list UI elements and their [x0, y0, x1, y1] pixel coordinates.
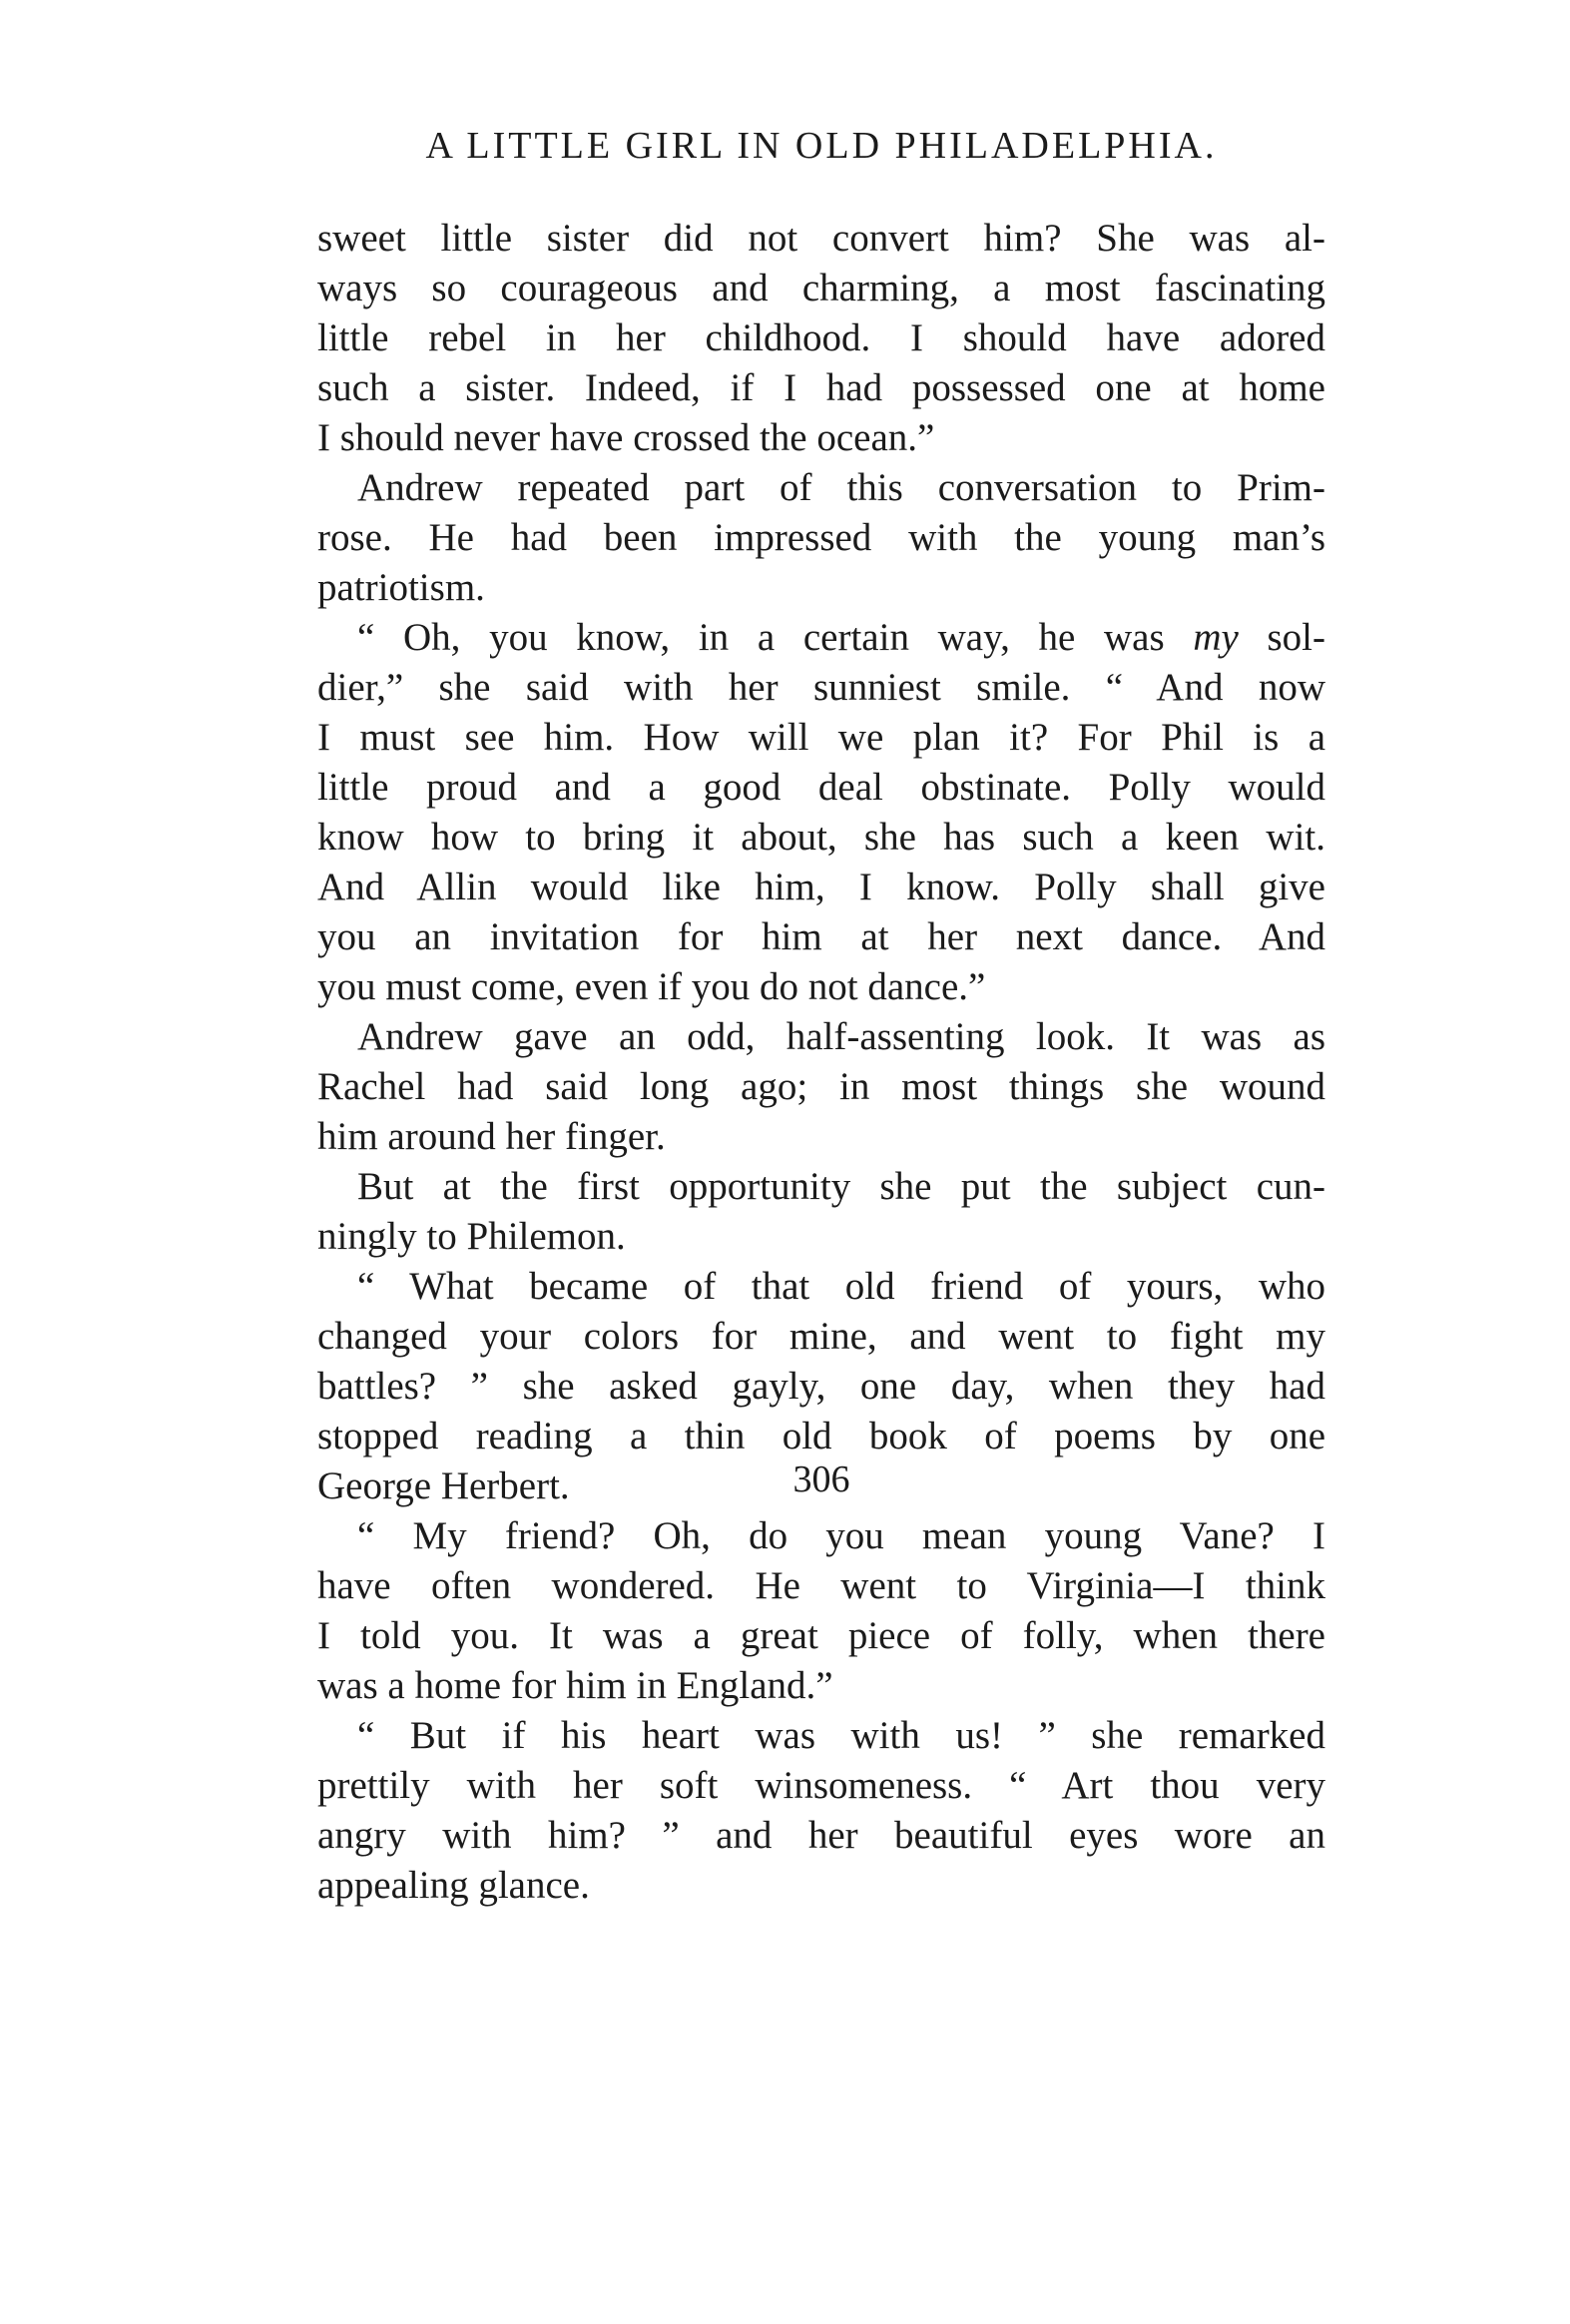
- text-line: “ My friend? Oh, do you mean young Vane? I: [357, 1514, 1325, 1557]
- text-line: such a sister. Indeed, if I had possessed one at home: [317, 366, 1325, 409]
- text-line: I told you. It was a great piece of folly, when there: [317, 1614, 1325, 1657]
- text-line: “ What became of that old friend of yours, who: [357, 1265, 1325, 1308]
- text-segment: “ Oh, you know, in a certain way, he was: [357, 616, 1194, 659]
- text-line: battles? ” she asked gayly, one day, when they had: [317, 1365, 1325, 1408]
- text-line: angry with him? ” and her beautiful eyes wore an: [317, 1814, 1325, 1857]
- text-line: ways so courageous and charming, a most fascinating: [317, 267, 1325, 309]
- text-line: I must see him. How will we plan it? For Phil is a: [317, 716, 1325, 759]
- text-segment: sol-: [1238, 616, 1325, 659]
- emphasized-word: my: [1193, 616, 1239, 659]
- text-line: have often wondered. He went to Virginia—I think: [317, 1564, 1325, 1607]
- text-line: ningly to Philemon.: [317, 1215, 626, 1258]
- text-line: sweet little sister did not convert him? She was al-: [317, 217, 1325, 260]
- text-line: [317, 613, 1325, 663]
- text-line: him around her finger.: [317, 1115, 666, 1158]
- body-text: [317, 214, 1325, 1911]
- text-line: George Herbert.: [317, 1464, 570, 1507]
- text-line: you an invitation for him at her next dance. And: [317, 915, 1325, 958]
- text-line: rose. He had been impressed with the young man’s: [317, 516, 1325, 559]
- text-line: But at the first opportunity she put the subject cun-: [357, 1165, 1325, 1208]
- text-line: you must come, even if you do not dance.”: [317, 965, 986, 1008]
- text-line: little proud and a good deal obstinate. Polly would: [317, 766, 1325, 809]
- text-line: was a home for him in England.”: [317, 1664, 833, 1707]
- text-line: Andrew gave an odd, half-assenting look. It was as: [357, 1015, 1325, 1058]
- text-line: Rachel had said long ago; in most things she wound: [317, 1065, 1325, 1108]
- text-line: appealing glance.: [317, 1864, 590, 1907]
- running-head: A LITTLE GIRL IN OLD PHILADELPHIA.: [425, 125, 1218, 167]
- text-line: know how to bring it about, she has such a keen wit.: [317, 816, 1325, 859]
- text-line: little rebel in her childhood. I should have adored: [317, 316, 1325, 359]
- text-line: And Allin would like him, I know. Polly shall give: [317, 866, 1325, 908]
- text-line: I should never have crossed the ocean.”: [317, 416, 935, 459]
- text-line: prettily with her soft winsomeness. “ Art thou very: [317, 1764, 1325, 1807]
- page-number: 306: [792, 1458, 850, 1500]
- text-line: changed your colors for mine, and went to fight my: [317, 1315, 1325, 1358]
- text-line: patriotism.: [317, 566, 485, 609]
- text-line: Andrew repeated part of this conversation to Prim-: [357, 466, 1325, 509]
- text-line: stopped reading a thin old book of poems by one: [317, 1415, 1325, 1457]
- text-line: dier,” she said with her sunniest smile. “ And now: [317, 666, 1325, 709]
- text-line: “ But if his heart was with us! ” she remarked: [357, 1714, 1325, 1757]
